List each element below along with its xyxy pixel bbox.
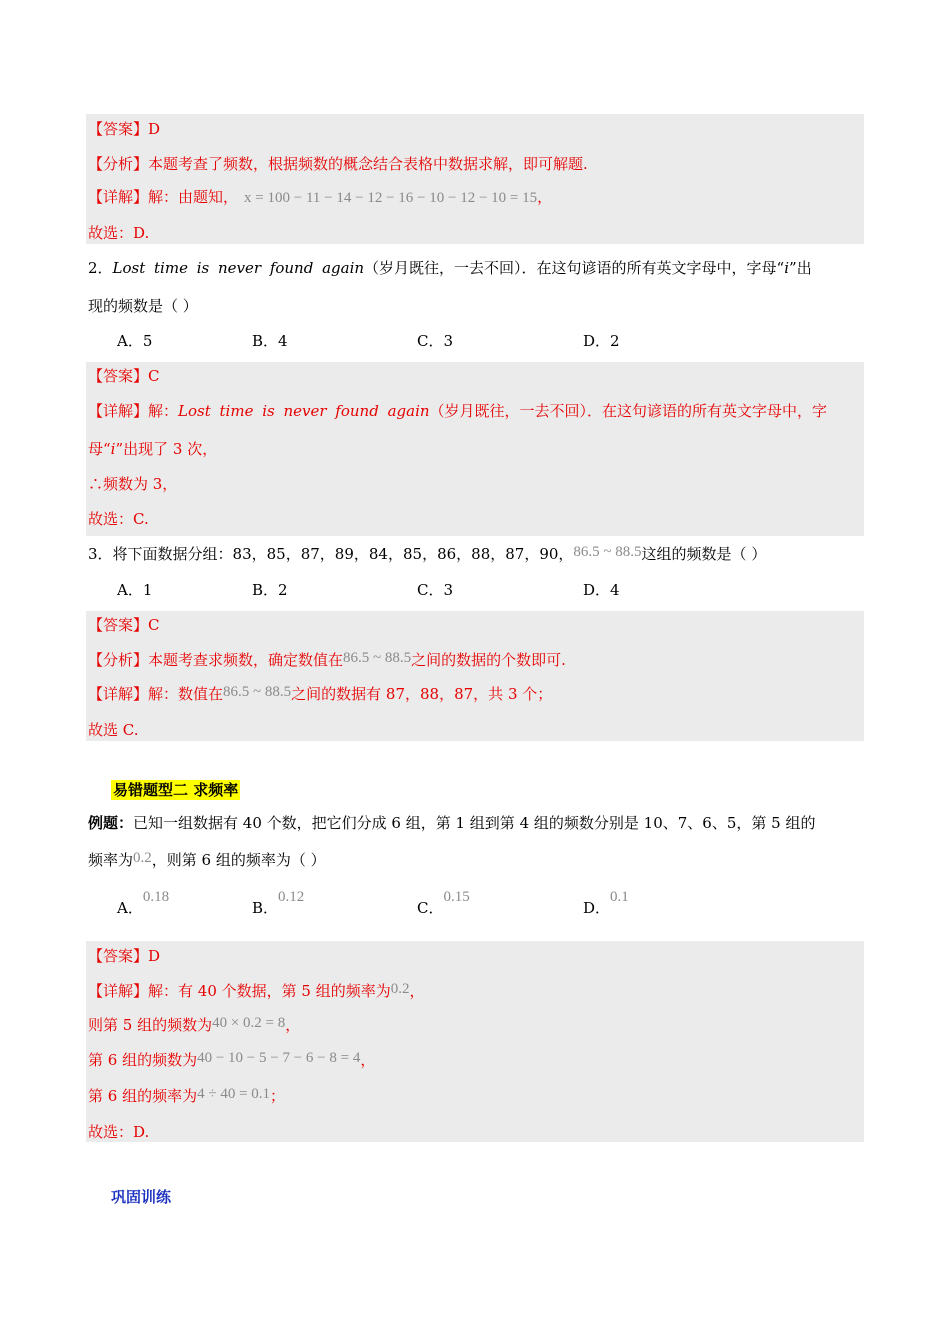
option-value: 0.18 (142, 889, 170, 905)
question-text: 3．将下面数据分组：83，85，87，89，84，85，86，88，87，90， (88, 545, 574, 563)
therefore-text: ∴频数为 3， (88, 475, 178, 493)
solution-box-1 (86, 114, 864, 244)
detail-line-1 (88, 187, 552, 207)
question-number: 2． (88, 259, 113, 277)
detail-line-4b (88, 1015, 300, 1035)
option-c: C．3 (417, 581, 454, 599)
option-d (583, 889, 629, 919)
choose-text: 故选 C. (88, 721, 139, 739)
detail-line-4c (88, 1050, 375, 1070)
analysis-line-3 (88, 650, 566, 670)
therefore-line (88, 474, 177, 494)
answer-line-2 (88, 366, 160, 386)
solution-box-4 (86, 941, 864, 1142)
choose-text: 故选：C. (88, 510, 149, 528)
option-a: A．1 (117, 581, 153, 599)
calc-formula: 4 ÷ 40 = 0.1 (197, 1086, 271, 1102)
option-c (417, 889, 470, 919)
question-2-line-2 (88, 296, 198, 316)
analysis-tag: 【分析】 (88, 155, 149, 173)
analysis-text: 本题考查了频数，根据频数的概念结合表格中数据求解，即可解题. (148, 155, 588, 173)
option-a (117, 889, 170, 919)
option-b: B．2 (252, 581, 288, 599)
detail-text: 解：由题知， (148, 188, 239, 206)
option-label: A． (117, 899, 143, 917)
value-formula: 0.2 (133, 850, 152, 866)
section-title: 易错题型二 求频率 (113, 781, 239, 799)
value-formula: 0.2 (390, 981, 410, 997)
detail-text: 母“ (88, 440, 111, 458)
option-c: C．3 (417, 332, 454, 350)
choose-line-1 (88, 223, 149, 243)
detail-text-end: ， (409, 982, 425, 1000)
detail-line-4 (88, 981, 425, 1001)
solution-box-3 (86, 611, 864, 741)
answer-tag: 【答案】 (88, 947, 149, 965)
choose-line-3 (88, 720, 138, 740)
detail-suffix: ， (537, 188, 553, 206)
detail-tag: 【详解】 (88, 402, 149, 420)
range-formula: 86.5 ~ 88.5 (573, 544, 642, 560)
detail-prefix: 解： (148, 402, 179, 420)
choose-text: 故选：D. (88, 224, 150, 242)
detail-text: 解：数值在 (148, 685, 224, 703)
detail-line-4d (88, 1086, 285, 1106)
english-phrase: Lost time is never found again (178, 402, 430, 420)
letter-i: i (784, 259, 790, 277)
analysis-text-end: 之间的数据的个数即可. (411, 651, 566, 669)
consolidate-title: 巩固训练 (111, 1188, 172, 1206)
detail-text-end: ， (360, 1051, 376, 1069)
example-line-2 (88, 850, 326, 870)
detail-text: 第 6 组的频率为 (88, 1087, 198, 1105)
analysis-text: 本题考查求频数，确定数值在 (148, 651, 344, 669)
question-3-line (88, 544, 766, 564)
choose-text: 故选：D. (88, 1123, 150, 1141)
detail-text-end: ， (285, 1016, 301, 1034)
detail-tag: 【详解】 (88, 685, 149, 703)
example-line-1 (88, 813, 815, 833)
option-b: B．4 (252, 332, 288, 350)
choose-line-4 (88, 1122, 149, 1142)
option-a: A．5 (117, 332, 153, 350)
option-b (252, 889, 305, 919)
question-text: 现的频数是（ ） (88, 297, 198, 315)
answer-value: D (148, 947, 161, 965)
option-label: D． (583, 899, 611, 917)
letter-i: i (110, 440, 116, 458)
analysis-line-1 (88, 154, 588, 174)
analysis-tag: 【分析】 (88, 651, 149, 669)
answer-value: C (148, 367, 160, 385)
answer-value: D (148, 120, 161, 138)
detail-text: （岁月既往，一去不回）．在这句谚语的所有英文字母中，字 (429, 402, 828, 420)
option-value: 0.1 (610, 889, 629, 905)
example-text-end: ，则第 6 组的频率为（ ） (151, 851, 326, 869)
detail-text-end: ”出现了 3 次， (115, 440, 218, 458)
example-text: 已知一组数据有 40 个数，把它们分成 6 组，第 1 组到第 4 组的频数分别是 10、7、6、5，第 5 组的 (133, 814, 816, 832)
answer-line-3 (88, 615, 160, 635)
range-formula: 86.5 ~ 88.5 (223, 684, 292, 700)
example-text: 频率为 (88, 851, 134, 869)
english-phrase: Lost time is never found again (112, 259, 365, 277)
calc-formula: 40 × 0.2 = 8 (212, 1015, 286, 1031)
answer-tag: 【答案】 (88, 120, 149, 138)
range-formula: 86.5 ~ 88.5 (343, 650, 412, 666)
detail-line-2 (88, 401, 827, 421)
question-2-line-1 (88, 258, 812, 278)
option-value: 0.15 (443, 889, 470, 905)
detail-text: 则第 5 组的频数为 (88, 1016, 213, 1034)
detail-text-end: 之间的数据有 87，88，87，共 3 个； (291, 685, 553, 703)
option-label: C． (417, 899, 444, 917)
answer-value: C (148, 616, 160, 634)
detail-text-end: ； (270, 1087, 286, 1105)
question-text-end: ”出 (789, 259, 812, 277)
detail-formula: x = 100 − 11 − 14 − 12 − 16 − 10 − 12 − 10 = 15 (244, 190, 538, 206)
question-text: （岁月既往，一去不回）．在这句谚语的所有英文字母中，字母“ (364, 259, 785, 277)
answer-tag: 【答案】 (88, 367, 149, 385)
option-label: B． (252, 899, 279, 917)
question-text-end: 这组的频数是（ ） (641, 545, 767, 563)
option-d: D．2 (583, 332, 620, 350)
detail-tag: 【详解】 (88, 188, 149, 206)
answer-line-1 (88, 119, 160, 139)
option-d: D．4 (583, 581, 620, 599)
answer-tag: 【答案】 (88, 616, 149, 634)
example-label: 例题： (88, 814, 134, 832)
detail-text: 解：有 40 个数据，第 5 组的频率为 (148, 982, 391, 1000)
detail-line-2b (88, 439, 217, 459)
detail-text: 第 6 组的频数为 (88, 1051, 198, 1069)
choose-line-2 (88, 509, 149, 529)
detail-tag: 【详解】 (88, 982, 149, 1000)
calc-formula: 40 − 10 − 5 − 7 − 6 − 8 = 4 (197, 1050, 361, 1066)
answer-line-4 (88, 946, 160, 966)
detail-line-3 (88, 684, 552, 704)
option-value: 0.12 (278, 889, 305, 905)
